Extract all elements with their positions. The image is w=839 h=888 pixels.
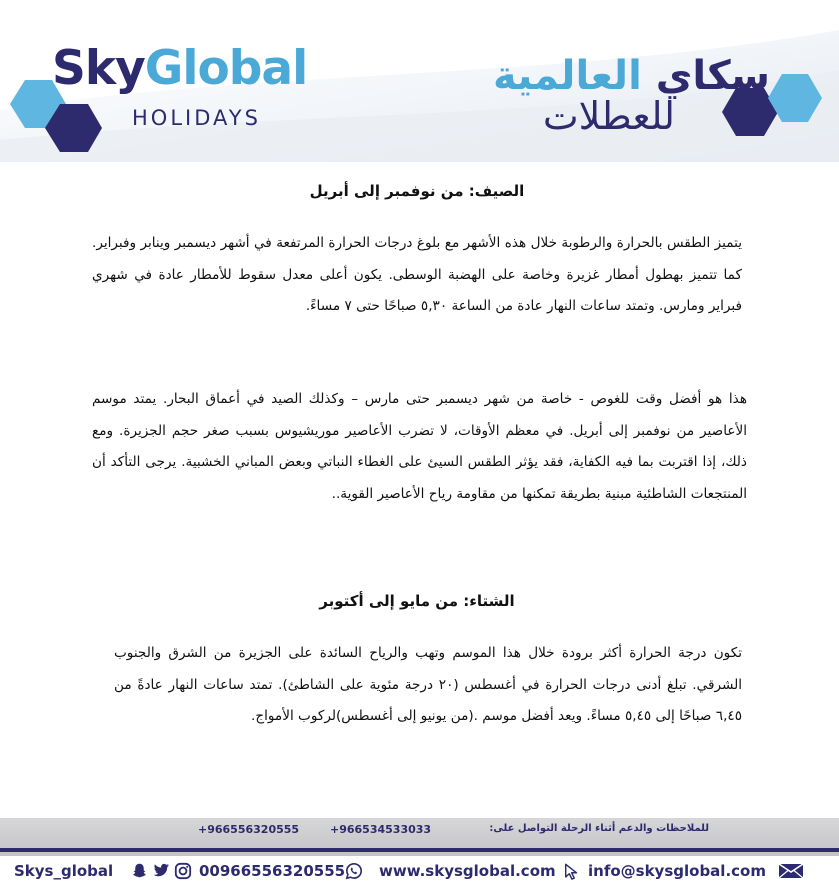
envelope-icon[interactable]: [778, 862, 804, 880]
brand-subtitle-en: HOLIDAYS: [132, 106, 261, 130]
brand-sky-text: Sky: [52, 41, 145, 96]
page-header: [0, 0, 839, 162]
paragraph-summer-weather: يتميز الطقس بالحرارة والرطوبة خلال هذه الأشهر مع بلوغ درجات الحرارة المرتفعة في أشهر ديسمبر وينابر وفبراير. كما تتميز بهطول أمطار غزيرة وخاصة على الهضبة الوسطى. يكون أعلى معدل سقوط للأمطار عادة في شهري فبراير ومارس. وتمتد ساعات النهار عادة من الساعة ٥,٣٠ صباحًا حتى ٧ مساءً.: [92, 235, 742, 314]
brand-global-text: Global: [144, 41, 308, 96]
whatsapp-icon[interactable]: [345, 862, 363, 880]
instagram-icon[interactable]: [174, 862, 192, 880]
brand-ar-sky-text: سكاي: [655, 53, 770, 99]
footer-phone-1[interactable]: +966534533033: [330, 823, 432, 836]
footer-divider: [0, 848, 839, 852]
brand-title-en: [52, 40, 307, 98]
brand-subtitle-ar: للعطلات: [542, 94, 675, 138]
website-link[interactable]: www.skysglobal.com: [379, 862, 556, 880]
paragraph-winter-weather: تكون درجة الحرارة أكثر برودة خلال هذا الموسم وتهب والرياح السائدة على الجزيرة من الشرق والجنوب الشرقي. تبلغ أدنى درجات الحرارة في أغسطس (٢٠ درجة مئوية على الشاطئ). تمتد ساعات النهار عادةً من ٦,٤٥ صباحًا إلى ٥,٤٥ مساءً. ويعد أفضل موسم .(من يونيو إلى أغسطس)لركوب الأمواج.: [114, 645, 742, 724]
footer-phone-2[interactable]: +966556320555: [198, 823, 300, 836]
social-handle[interactable]: Skys_global: [14, 862, 114, 880]
section-heading-winter: الشتاء: من مايو إلى أكتوبر: [319, 592, 515, 610]
twitter-icon[interactable]: [152, 862, 170, 879]
brand-ar-global-text: العالمية: [493, 53, 642, 99]
paragraph-summer-diving: هذا هو أفضل وقت للغوص - خاصة من شهر ديسمبر حتى مارس – وكذلك الصيد في أعماق البحار. يمتد موسم الأعاصير من نوفمبر إلى أبريل. في معظم الأوقات، لا تضرب الأعاصير موريشيوس بسبب صغر حجم الجزيرة. ومع ذلك، إذا اقتربت بما فيه الكفاية، فقد يؤثر الطقس السيئ على الغطاء النباتي وبعض المباني الخشبية. يرجى التأكد أن المنتجعات الشاطئية مبنية بطريقة تمكنها من مقاومة رياح الأعاصير القوية..: [92, 391, 747, 502]
brand-logo-english: [52, 40, 308, 140]
whatsapp-number[interactable]: 00966556320555: [199, 862, 346, 880]
brand-logo-arabic: [493, 50, 770, 145]
snapchat-icon[interactable]: [131, 862, 148, 879]
section-heading-summer: الصيف: من نوفمبر إلى أبريل: [309, 182, 525, 200]
web-cursor-icon[interactable]: [563, 862, 581, 881]
footer-support-note: للملاحظات والدعم أثناء الرحلة التواصل على:: [489, 823, 709, 834]
email-link[interactable]: info@skysglobal.com: [588, 862, 766, 880]
